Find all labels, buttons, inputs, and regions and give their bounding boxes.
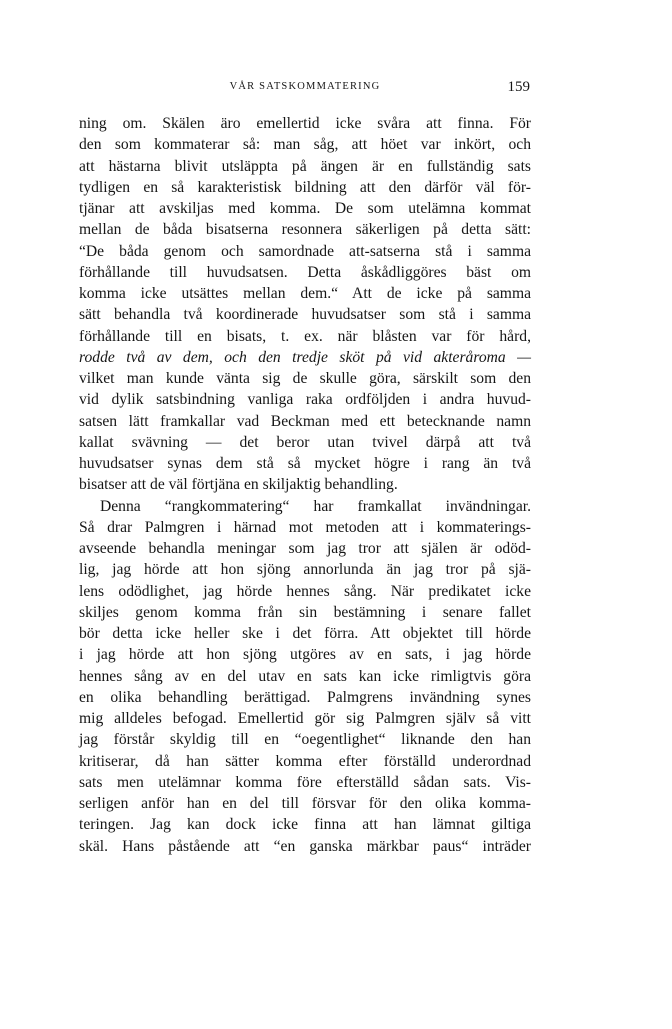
text-line: sätt behandla två koordinerade huvudsatser som stå i samma <box>79 306 531 324</box>
running-title: VÅR SATSKOMMATERING <box>229 81 381 92</box>
text-line: en olika behandling berättigad. Palmgrens invändning synes <box>79 688 531 706</box>
text-line: lig, jag hörde att hon sjöng annorlunda än jag tror på sjä- <box>79 561 531 579</box>
page-number: 159 <box>507 79 530 95</box>
text-line: i jag hörde att hon sjöng utgöres av en sats, i jag hörde <box>79 646 531 664</box>
text-line: tjänar att avskiljas med komma. De som utelämna kommat <box>79 200 531 217</box>
text-line: att hästarna blivit utsläppta på ängen är en fullständig sats <box>79 157 531 175</box>
text-line: skäl. Hans påstående att “en ganska märkbar paus“ inträder <box>79 837 531 855</box>
text-line: kallat svävning — det beror utan tvivel därpå att två <box>79 433 531 451</box>
text-line: huvudsatser synas dem stå så mycket högre i rang än två <box>79 455 531 472</box>
text-line: jag förstår skyldig till en “oegentlighet“ liknande den han <box>79 731 531 749</box>
text-line: Denna “rangkommatering“ har framkallat invändningar. <box>100 497 531 515</box>
text-line: förhållande till huvudsatsen. Detta åskådliggöres bäst om <box>79 263 531 281</box>
text-line: bisatser att de väl förtjäna en skiljaktig behandling. <box>79 476 398 494</box>
text-line: sats men utelämnar komma före efterställd sådan sats. Vis- <box>79 773 531 791</box>
text-line: ning om. Skälen äro emellertid icke svåra att finna. För <box>79 115 531 132</box>
text-line: avseende behandla meningar som jag tror att själen är odöd- <box>79 540 531 557</box>
text-line: Så drar Palmgren i härnad mot metoden att i kommaterings- <box>79 518 531 536</box>
body-text <box>79 113 531 857</box>
text-line: skiljes genom komma från sin bestämning i senare fallet <box>79 603 531 621</box>
text-line: mig alldeles befogad. Emellertid gör sig Palmgren själv så vitt <box>79 710 531 727</box>
text-line: “De båda genom och samordnade att-satserna stå i samma <box>79 242 531 260</box>
running-head <box>80 79 530 99</box>
text-line: serligen anför han en del till försvar för den olika komma- <box>79 795 531 812</box>
text-line: vilket man kunde vänta sig de skulle göra, särskilt som den <box>79 370 531 387</box>
text-line: rodde två av dem, och den tredje sköt på vid akteråroma — <box>79 348 531 366</box>
text-line: mellan de båda bisatserna resonnera säkerligen på detta sätt: <box>79 221 531 239</box>
text-line: hennes sång av en del utav en sats kan icke rimligtvis göra <box>79 667 531 685</box>
text-line: förhållande till en bisats, t. ex. när blåsten var för hård, <box>79 327 531 345</box>
text-line: teringen. Jag kan dock icke finna att han lämnat giltiga <box>79 816 531 834</box>
text-line: tydligen en så karakteristisk bildning att den därför väl för- <box>79 178 531 196</box>
text-line: lens odödlighet, jag hörde hennes sång. När predikatet icke <box>79 582 531 600</box>
text-line: kritiserar, då han sätter komma efter förställd underordnad <box>79 752 531 770</box>
text-line: satsen lätt framkallar vad Beckman med ett betecknande namn <box>79 412 531 430</box>
text-line: bör detta icke heller ske i det förra. Att objektet till hörde <box>79 625 531 642</box>
text-line: vid dylik satsbindning vanliga raka ordföljden i andra huvud- <box>79 391 531 409</box>
text-line: komma icke utsättes mellan dem.“ Att de icke på samma <box>79 285 531 302</box>
text-line: den som kommaterar så: man såg, att höet var inkört, och <box>79 136 531 154</box>
